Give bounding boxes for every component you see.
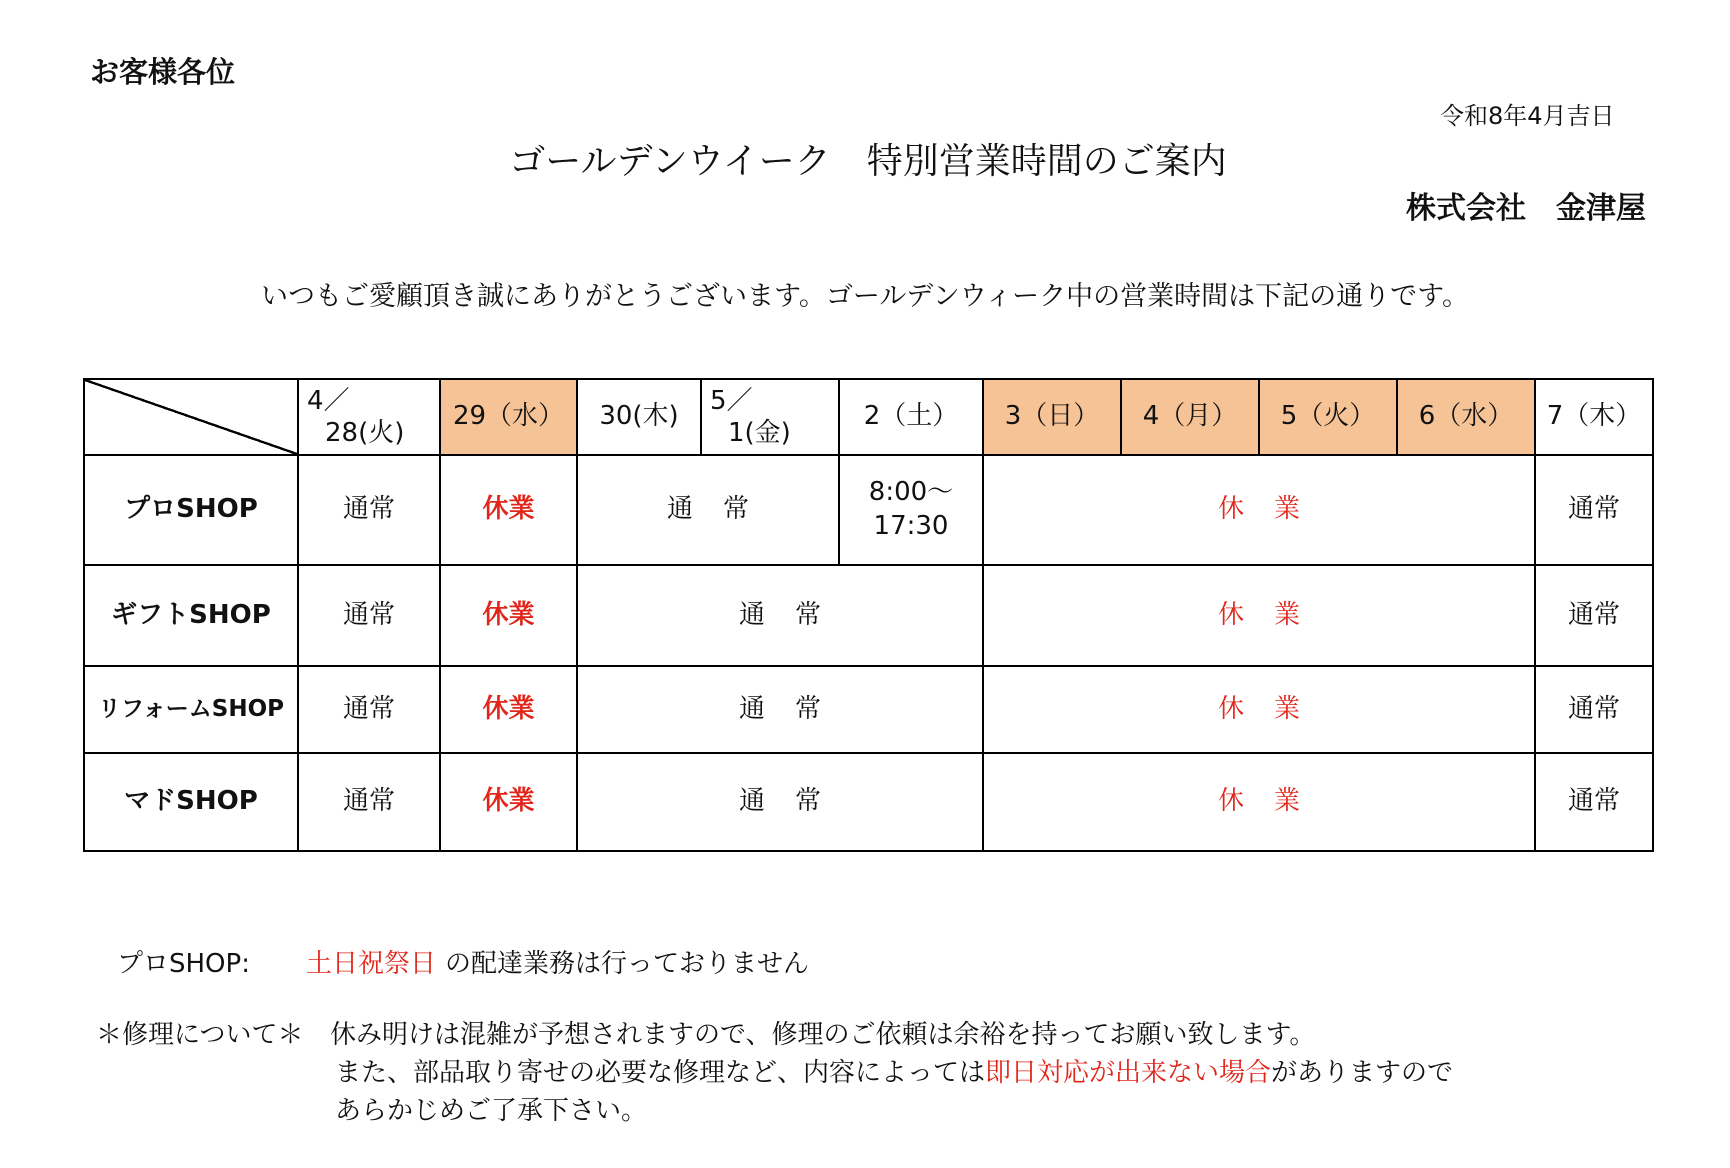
schedule-table [83,378,1654,852]
col-header-5-1 [701,379,839,455]
corner-cell [84,379,298,455]
status-cell-open-span: 通常 [577,455,839,565]
col-header-line1: 5／ [710,385,753,416]
hours-end: 17:30 [873,511,949,541]
col-header-5-4: 4（月） [1121,379,1259,455]
col-header-5-7: 7（木） [1535,379,1653,455]
col-header-line2: 28(火) [325,418,405,448]
repair-note-line1: 休み明けは混雑が予想されますので、修理のご依頼は余裕を持ってお願い致します。 [330,1020,1316,1050]
repair-note-label: ＊修理について＊ [96,1020,304,1050]
intro-text: いつもご愛顧頂き誠にありがとうございます。ゴールデンウィーク中の営業時間は下記の通りです。 [261,281,1469,312]
shop-name-reform: リフォームSHOP [84,666,298,753]
status-cell: 通常 [298,455,440,565]
page-title: ゴールデンウイーク 特別営業時間のご案内 [509,141,1227,182]
status-cell: 通常 [1535,753,1653,851]
status-cell-closed: 休業 [440,753,577,851]
status-cell-closed: 休業 [440,565,577,666]
col-header-5-6: 6（水） [1397,379,1535,455]
col-header-5-3: 3（日） [983,379,1121,455]
pro-note-text: の配達業務は行っておりません [445,949,810,979]
status-cell-open-span: 通常 [577,565,983,666]
shop-name-mado: マドSHOP [84,753,298,851]
pro-note-label: プロSHOP: [117,949,250,979]
col-header-4-30: 30(木) [577,379,701,455]
status-cell-closed-span: 休業 [983,565,1535,666]
repair-note-line2 [335,1052,1453,1089]
status-cell: 通常 [1535,565,1653,666]
table-row [84,565,1653,666]
status-cell-closed: 休業 [440,455,577,565]
status-cell: 通常 [1535,666,1653,753]
header-row [84,379,1653,455]
repair-note-line2-b: がありますので [1271,1058,1454,1088]
repair-note-highlight: 即日対応が出来ない場合 [985,1058,1272,1088]
status-cell: 通常 [298,753,440,851]
hours-start: 8:00～ [868,477,954,508]
table-row [84,455,1653,565]
col-header-4-29: 29（水） [440,379,577,455]
status-cell-closed-span: 休業 [983,455,1535,565]
shop-name-gift: ギフトSHOP [84,565,298,666]
issue-date: 令和8年4月吉日 [1440,102,1615,130]
special-hours-cell [839,455,983,565]
col-header-5-2: 2（土） [839,379,983,455]
company-name: 株式会社 金津屋 [1406,191,1646,226]
shop-name-pro: プロSHOP [84,455,298,565]
pro-note-highlight: 土日祝祭日 [306,949,437,979]
addressee: お客様各位 [90,55,236,89]
status-cell: 通常 [298,565,440,666]
repair-note-line2-a: また、部品取り寄せの必要な修理など、内容によっては [335,1058,986,1088]
status-cell-open-span: 通常 [577,666,983,753]
table-row [84,666,1653,753]
status-cell-open-span: 通常 [577,753,983,851]
status-cell: 通常 [298,666,440,753]
status-cell-closed-span: 休業 [983,666,1535,753]
table-row [84,753,1653,851]
status-cell: 通常 [1535,455,1653,565]
col-header-line2: 1(金) [728,418,791,448]
col-header-line1: 4／ [307,385,350,416]
repair-note-line3: あらかじめご了承下さい。 [335,1096,648,1126]
status-cell-closed-span: 休業 [983,753,1535,851]
col-header-5-5: 5（火） [1259,379,1397,455]
status-cell-closed: 休業 [440,666,577,753]
col-header-4-28 [298,379,440,455]
